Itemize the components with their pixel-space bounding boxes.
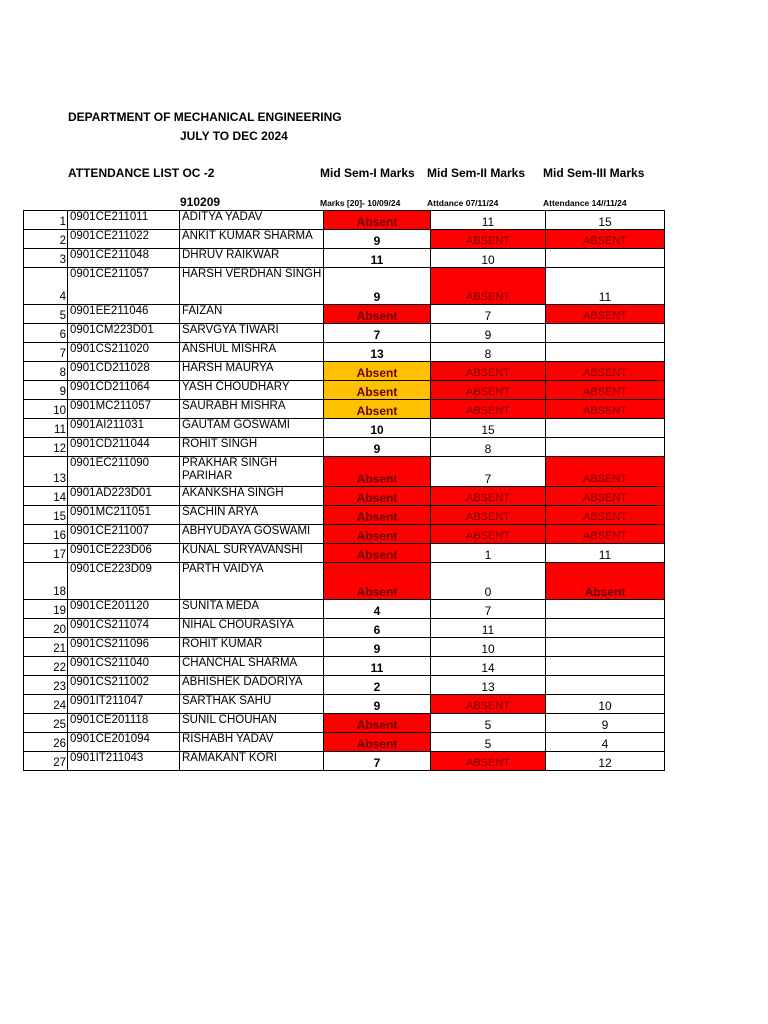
session-title: JULY TO DEC 2024 <box>180 129 288 143</box>
student-name-cell: RAMAKANT KORI <box>180 752 324 771</box>
enrollment-number-cell: 0901CS211074 <box>68 619 180 638</box>
mid-sem-3-cell <box>546 343 665 362</box>
mid-sem-1-cell: Absent <box>324 457 431 487</box>
student-name-cell: DHRUV RAIKWAR <box>180 249 324 268</box>
student-name-cell: ANSHUL MISHRA <box>180 343 324 362</box>
table-row <box>24 211 665 230</box>
serial-number-cell: 17 <box>24 544 68 563</box>
mid-sem-1-cell: 10 <box>324 419 431 438</box>
mid-sem-1-cell: Absent <box>324 506 431 525</box>
mid-sem-3-cell: 11 <box>546 268 665 305</box>
mid-sem-1-cell: Absent <box>324 211 431 230</box>
mid-sem-2-header: Mid Sem-II Marks <box>427 166 526 180</box>
mid-sem-2-cell: 7 <box>431 600 546 619</box>
mid-sem-1-cell: Absent <box>324 305 431 324</box>
mid-sem-3-cell: 15 <box>546 211 665 230</box>
mid-sem-1-cell: Absent <box>324 525 431 544</box>
department-title: DEPARTMENT OF MECHANICAL ENGINEERING <box>68 110 342 124</box>
enrollment-number-cell: 0901CS211096 <box>68 638 180 657</box>
student-name-cell: GAUTAM GOSWAMI <box>180 419 324 438</box>
serial-number-cell: 19 <box>24 600 68 619</box>
mid-sem-3-cell: ABSENT <box>546 487 665 506</box>
serial-number-cell: 5 <box>24 305 68 324</box>
serial-number-cell: 24 <box>24 695 68 714</box>
serial-number-cell: 22 <box>24 657 68 676</box>
mid-sem-1-cell: Absent <box>324 400 431 419</box>
student-name-cell: NIHAL CHOURASIYA <box>180 619 324 638</box>
serial-number-cell: 15 <box>24 506 68 525</box>
table-row <box>24 563 665 600</box>
table-row <box>24 324 665 343</box>
enrollment-number-cell: 0901IT211043 <box>68 752 180 771</box>
enrollment-number-cell: 0901CD211028 <box>68 362 180 381</box>
course-code: 910209 <box>180 195 221 209</box>
mid-sem-2-cell: 1 <box>431 544 546 563</box>
student-name-cell: HARSH MAURYA <box>180 362 324 381</box>
mid-sem-2-cell: ABSENT <box>431 381 546 400</box>
table-row <box>24 638 665 657</box>
mid-sem-3-cell <box>546 438 665 457</box>
mid-sem-2-cell: ABSENT <box>431 400 546 419</box>
mid-sem-2-subheader: Attdance 07/11/24 <box>427 198 499 208</box>
table-row <box>24 438 665 457</box>
mid-sem-3-cell: ABSENT <box>546 506 665 525</box>
serial-number-cell: 6 <box>24 324 68 343</box>
mid-sem-3-cell <box>546 657 665 676</box>
mid-sem-3-cell: ABSENT <box>546 525 665 544</box>
mid-sem-2-cell: ABSENT <box>431 506 546 525</box>
serial-number-cell: 11 <box>24 419 68 438</box>
mid-sem-2-cell: ABSENT <box>431 695 546 714</box>
mid-sem-3-cell: 11 <box>546 544 665 563</box>
mid-sem-3-cell: ABSENT <box>546 400 665 419</box>
mid-sem-2-cell: 11 <box>431 619 546 638</box>
mid-sem-3-cell: 4 <box>546 733 665 752</box>
student-name-cell: AKANKSHA SINGH <box>180 487 324 506</box>
student-name-cell: ROHIT SINGH <box>180 438 324 457</box>
student-name-cell: FAIZAN <box>180 305 324 324</box>
mid-sem-2-cell: 5 <box>431 714 546 733</box>
mid-sem-1-cell: Absent <box>324 714 431 733</box>
mid-sem-3-cell: ABSENT <box>546 305 665 324</box>
mid-sem-2-cell: 15 <box>431 419 546 438</box>
table-row <box>24 400 665 419</box>
mid-sem-3-cell: Absent <box>546 563 665 600</box>
mid-sem-2-cell: ABSENT <box>431 752 546 771</box>
student-name-cell: ADITYA YADAV <box>180 211 324 230</box>
serial-number-cell: 8 <box>24 362 68 381</box>
mid-sem-2-cell: ABSENT <box>431 230 546 249</box>
mid-sem-3-cell <box>546 324 665 343</box>
serial-number-cell: 20 <box>24 619 68 638</box>
enrollment-number-cell: 0901CS211040 <box>68 657 180 676</box>
mid-sem-1-cell: Absent <box>324 563 431 600</box>
mid-sem-3-cell: 9 <box>546 714 665 733</box>
mid-sem-3-header: Mid Sem-III Marks <box>543 166 645 180</box>
table-row <box>24 457 665 487</box>
mid-sem-2-cell: 10 <box>431 638 546 657</box>
table-row <box>24 695 665 714</box>
mid-sem-3-cell: 12 <box>546 752 665 771</box>
mid-sem-2-cell: 9 <box>431 324 546 343</box>
enrollment-number-cell: 0901AD223D01 <box>68 487 180 506</box>
enrollment-number-cell: 0901CE201118 <box>68 714 180 733</box>
mid-sem-1-cell: 6 <box>324 619 431 638</box>
table-row <box>24 362 665 381</box>
mid-sem-2-cell: ABSENT <box>431 268 546 305</box>
student-name-cell: ABHYUDAYA GOSWAMI <box>180 525 324 544</box>
student-name-cell: RISHABH YADAV <box>180 733 324 752</box>
table-row <box>24 506 665 525</box>
enrollment-number-cell: 0901CE223D06 <box>68 544 180 563</box>
table-row <box>24 676 665 695</box>
serial-number-cell: 4 <box>24 268 68 305</box>
enrollment-number-cell: 0901CS211020 <box>68 343 180 362</box>
table-row <box>24 600 665 619</box>
student-name-cell: ABHISHEK DADORIYA <box>180 676 324 695</box>
serial-number-cell: 7 <box>24 343 68 362</box>
table-row <box>24 752 665 771</box>
enrollment-number-cell: 0901CD211044 <box>68 438 180 457</box>
student-name-cell: YASH CHOUDHARY <box>180 381 324 400</box>
serial-number-cell: 23 <box>24 676 68 695</box>
mid-sem-3-cell: ABSENT <box>546 230 665 249</box>
student-name-cell: KUNAL SURYAVANSHI <box>180 544 324 563</box>
mid-sem-2-cell: 5 <box>431 733 546 752</box>
serial-number-cell: 14 <box>24 487 68 506</box>
mid-sem-1-cell: 7 <box>324 752 431 771</box>
mid-sem-1-cell: Absent <box>324 544 431 563</box>
student-name-cell: SUNITA MEDA <box>180 600 324 619</box>
enrollment-number-cell: 0901CS211002 <box>68 676 180 695</box>
enrollment-number-cell: 0901EE211046 <box>68 305 180 324</box>
table-row <box>24 525 665 544</box>
mid-sem-3-subheader: Attendance 14//11/24 <box>543 198 627 208</box>
table-row <box>24 249 665 268</box>
mid-sem-1-cell: Absent <box>324 487 431 506</box>
serial-number-cell: 9 <box>24 381 68 400</box>
table-row <box>24 305 665 324</box>
mid-sem-2-cell: 8 <box>431 343 546 362</box>
mid-sem-2-cell: 8 <box>431 438 546 457</box>
mid-sem-1-cell: Absent <box>324 362 431 381</box>
serial-number-cell: 10 <box>24 400 68 419</box>
mid-sem-1-cell: 9 <box>324 695 431 714</box>
enrollment-number-cell: 0901CE211048 <box>68 249 180 268</box>
mid-sem-3-cell <box>546 619 665 638</box>
enrollment-number-cell: 0901EC211090 <box>68 457 180 487</box>
enrollment-number-cell: 0901CE201094 <box>68 733 180 752</box>
enrollment-number-cell: 0901CE211022 <box>68 230 180 249</box>
mid-sem-3-cell <box>546 638 665 657</box>
table-row <box>24 419 665 438</box>
mid-sem-2-cell: 10 <box>431 249 546 268</box>
student-name-cell: SAURABH MISHRA <box>180 400 324 419</box>
student-name-cell: CHANCHAL SHARMA <box>180 657 324 676</box>
table-row <box>24 268 665 305</box>
serial-number-cell: 16 <box>24 525 68 544</box>
student-name-cell: SARTHAK SAHU <box>180 695 324 714</box>
attendance-table <box>23 210 665 771</box>
mid-sem-1-cell: 2 <box>324 676 431 695</box>
enrollment-number-cell: 0901AI211031 <box>68 419 180 438</box>
table-row <box>24 544 665 563</box>
mid-sem-1-cell: 11 <box>324 249 431 268</box>
mid-sem-3-cell <box>546 600 665 619</box>
serial-number-cell: 2 <box>24 230 68 249</box>
mid-sem-1-header: Mid Sem-I Marks <box>320 166 415 180</box>
mid-sem-2-cell: ABSENT <box>431 487 546 506</box>
serial-number-cell: 25 <box>24 714 68 733</box>
serial-number-cell: 12 <box>24 438 68 457</box>
enrollment-number-cell: 0901CE211011 <box>68 211 180 230</box>
mid-sem-2-cell: 11 <box>431 211 546 230</box>
mid-sem-2-cell: 14 <box>431 657 546 676</box>
mid-sem-1-cell: 9 <box>324 438 431 457</box>
student-name-cell: HARSH VERDHAN SINGH <box>180 268 324 305</box>
student-name-cell: PRAKHAR SINGH PARIHAR <box>180 457 324 487</box>
student-name-cell: ANKIT KUMAR SHARMA <box>180 230 324 249</box>
mid-sem-2-cell: ABSENT <box>431 525 546 544</box>
table-row <box>24 381 665 400</box>
enrollment-number-cell: 0901CD211064 <box>68 381 180 400</box>
mid-sem-3-cell <box>546 249 665 268</box>
mid-sem-3-cell <box>546 419 665 438</box>
mid-sem-1-subheader: Marks [20]- 10/09/24 <box>320 198 401 208</box>
serial-number-cell: 1 <box>24 211 68 230</box>
mid-sem-1-cell: 13 <box>324 343 431 362</box>
mid-sem-1-cell: 11 <box>324 657 431 676</box>
enrollment-number-cell: 0901IT211047 <box>68 695 180 714</box>
mid-sem-3-cell: 10 <box>546 695 665 714</box>
enrollment-number-cell: 0901CE211057 <box>68 268 180 305</box>
student-name-cell: PARTH VAIDYA <box>180 563 324 600</box>
mid-sem-1-cell: Absent <box>324 381 431 400</box>
serial-number-cell: 3 <box>24 249 68 268</box>
mid-sem-1-cell: 9 <box>324 230 431 249</box>
enrollment-number-cell: 0901CE223D09 <box>68 563 180 600</box>
mid-sem-3-cell: ABSENT <box>546 381 665 400</box>
table-row <box>24 343 665 362</box>
mid-sem-1-cell: 4 <box>324 600 431 619</box>
mid-sem-3-cell <box>546 676 665 695</box>
serial-number-cell: 21 <box>24 638 68 657</box>
attendance-table-body <box>24 211 665 771</box>
serial-number-cell: 18 <box>24 563 68 600</box>
enrollment-number-cell: 0901CE201120 <box>68 600 180 619</box>
mid-sem-3-cell: ABSENT <box>546 362 665 381</box>
serial-number-cell: 13 <box>24 457 68 487</box>
table-row <box>24 733 665 752</box>
table-row <box>24 487 665 506</box>
student-name-cell: SACHIN ARYA <box>180 506 324 525</box>
mid-sem-2-cell: 0 <box>431 563 546 600</box>
table-row <box>24 714 665 733</box>
mid-sem-1-cell: 9 <box>324 638 431 657</box>
serial-number-cell: 26 <box>24 733 68 752</box>
student-name-cell: SUNIL CHOUHAN <box>180 714 324 733</box>
table-row <box>24 619 665 638</box>
mid-sem-1-cell: Absent <box>324 733 431 752</box>
mid-sem-2-cell: 7 <box>431 457 546 487</box>
mid-sem-3-cell: ABSENT <box>546 457 665 487</box>
mid-sem-2-cell: ABSENT <box>431 362 546 381</box>
mid-sem-1-cell: 9 <box>324 268 431 305</box>
enrollment-number-cell: 0901MC211057 <box>68 400 180 419</box>
student-name-cell: SARVGYA TIWARI <box>180 324 324 343</box>
mid-sem-1-cell: 7 <box>324 324 431 343</box>
table-row <box>24 657 665 676</box>
enrollment-number-cell: 0901CE211007 <box>68 525 180 544</box>
enrollment-number-cell: 0901MC211051 <box>68 506 180 525</box>
enrollment-number-cell: 0901CM223D01 <box>68 324 180 343</box>
serial-number-cell: 27 <box>24 752 68 771</box>
student-name-cell: ROHIT KUMAR <box>180 638 324 657</box>
mid-sem-2-cell: 7 <box>431 305 546 324</box>
mid-sem-2-cell: 13 <box>431 676 546 695</box>
attendance-list-title: ATTENDANCE LIST OC -2 <box>68 166 215 180</box>
table-row <box>24 230 665 249</box>
